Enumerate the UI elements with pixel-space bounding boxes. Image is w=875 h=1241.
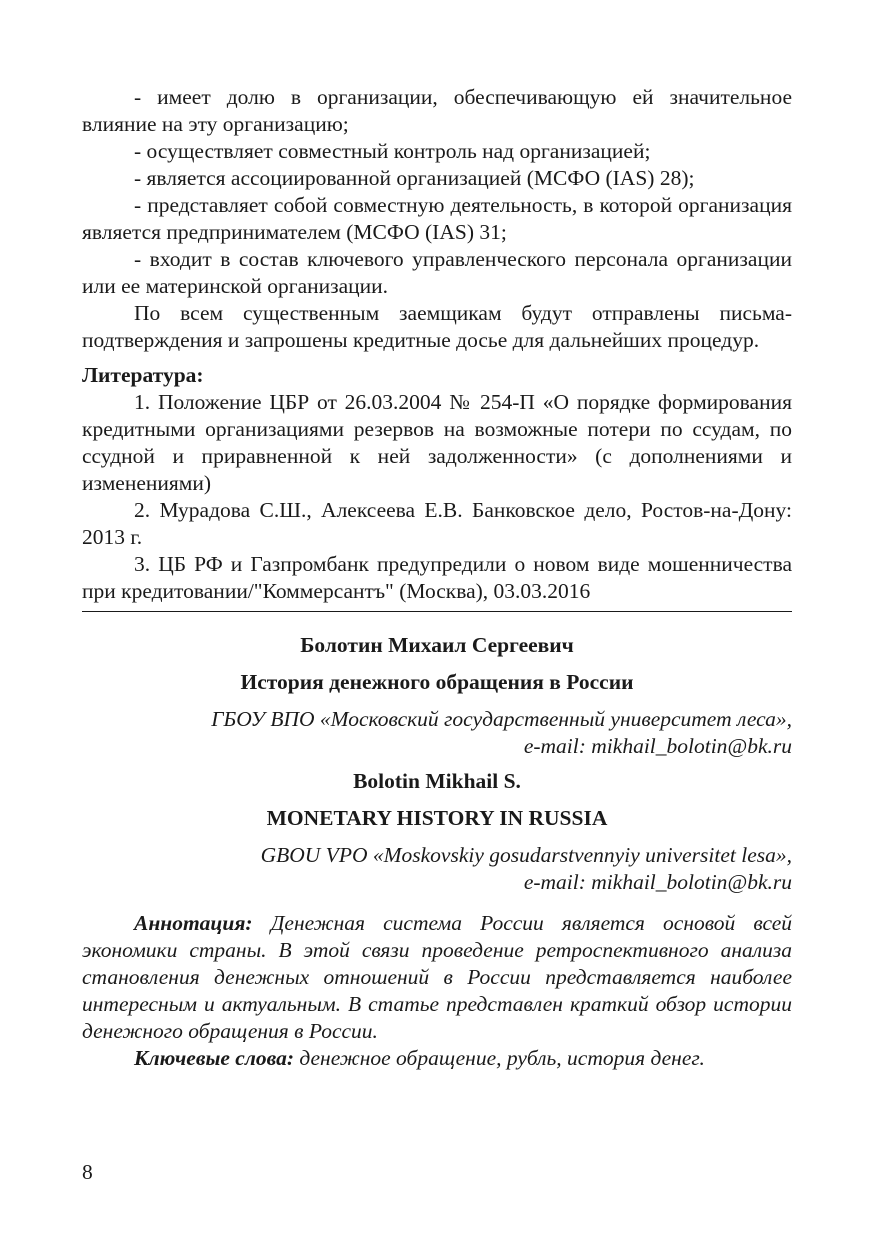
references-heading: Литература: xyxy=(82,363,204,387)
section-divider xyxy=(82,611,792,612)
keywords xyxy=(82,1045,792,1072)
list-item: - имеет долю в организации, обеспечивающую ей значительное влияние на эту организацию; xyxy=(82,85,792,136)
keywords-label: Ключевые слова: xyxy=(134,1046,294,1070)
reference-item: 1. Положение ЦБР от 26.03.2004 № 254-П «О порядке формирования кредитными организациями резервов на возможные потери по ссудам, по ссудной и приравненной к ней задолженности» (с дополнениями и изменениями) xyxy=(82,390,792,495)
article-title-ru: История денежного обращения в России xyxy=(240,670,634,694)
abstract-text: Денежная система России является основой всей экономики страны. В этой связи проведение ретроспективного анализа становления денежных отношений в России представляется наиболее интересным и актуальным. В статье представлен краткий обзор истории денежного обращения в России. xyxy=(82,911,793,1043)
affiliation-ru: ГБОУ ВПО «Московский государственный университет леса», xyxy=(211,707,792,731)
author-name-en: Bolotin Mikhail S. xyxy=(353,769,521,793)
abstract-label: Аннотация: xyxy=(134,911,253,935)
keywords-text: денежное обращение, рубль, история денег. xyxy=(299,1046,705,1070)
list-item: - является ассоциированной организацией (МСФО (IAS) 28); xyxy=(134,166,695,190)
reference-item: 3. ЦБ РФ и Газпромбанк предупредили о новом виде мошенничества при кредитовании/"Коммерсантъ" (Москва), 03.03.2016 xyxy=(82,552,792,603)
closing-paragraph: По всем существенным заемщикам будут отправлены письма-подтверждения и запрошены кредитные досье для дальнейших процедур. xyxy=(82,301,792,352)
article-title-en: MONETARY HISTORY IN RUSSIA xyxy=(266,806,608,830)
list-item: - представляет собой совместную деятельность, в которой организация является предпринимателем (МСФО (IAS) 31; xyxy=(82,193,792,244)
email-en: e-mail: mikhail_bolotin@bk.ru xyxy=(523,870,792,894)
abstract xyxy=(82,910,792,1045)
page-number: 8 xyxy=(82,1160,93,1184)
affiliation-en: GBOU VPO «Moskovskiy gosudarstvennyiy universitet lesa», xyxy=(260,843,792,867)
author-name-ru: Болотин Михаил Сергеевич xyxy=(300,633,574,657)
list-item: - входит в состав ключевого управленческого персонала организации или ее материнской организации. xyxy=(82,247,792,298)
page-content xyxy=(82,84,792,1072)
reference-item: 2. Мурадова С.Ш., Алексеева Е.В. Банковское дело, Ростов-на-Дону: 2013 г. xyxy=(82,498,792,549)
list-item: - осуществляет совместный контроль над организацией; xyxy=(134,139,651,163)
email-ru: e-mail: mikhail_bolotin@bk.ru xyxy=(523,734,792,758)
